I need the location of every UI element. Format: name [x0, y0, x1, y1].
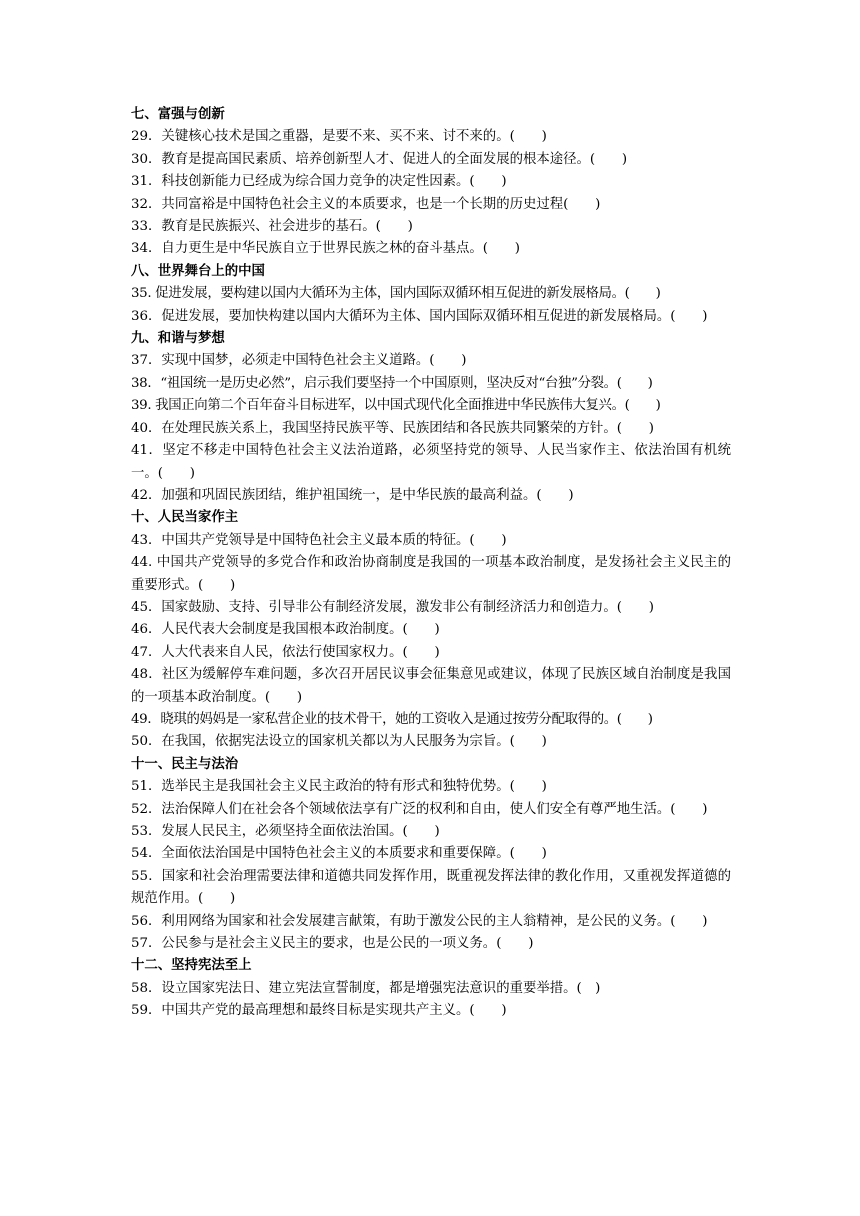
section-heading: 八、世界舞台上的中国 — [131, 263, 265, 279]
question-38: 38．“祖国统一是历史必然”，启示我们要坚持一个中国原则，坚决反对“台独”分裂。( ) — [131, 375, 653, 391]
question-33: 33．教育是民族振兴、社会进步的基石。( ) — [131, 219, 413, 235]
question-46: 46．人民代表大会制度是我国根本政治制度。( ) — [131, 622, 440, 638]
question-37: 37．实现中国梦，必须走中国特色社会主义道路。( ) — [131, 353, 467, 369]
question-36: 36．促进发展，要加快构建以国内大循环为主体、国内国际双循环相互促进的新发展格局。( ) — [131, 308, 708, 324]
question-29: 29．关键核心技术是国之重器，是要不来、买不来、讨不来的。( ) — [131, 129, 547, 145]
question-55: 55．国家和社会治理需要法律和道德共同发挥作用，既重视发挥法律的教化作用，又重视发挥道德的规范作用。( ) — [131, 868, 731, 907]
question-31: 31．科技创新能力已经成为综合国力竞争的决定性因素。( ) — [131, 174, 507, 190]
question-32: 32．共同富裕是中国特色社会主义的本质要求，也是一个长期的历史过程( ) — [131, 196, 601, 212]
question-45: 45．国家鼓励、支持、引导非公有制经济发展，激发非公有制经济活力和创造力。( ) — [131, 599, 654, 615]
question-54: 54．全面依法治国是中国特色社会主义的本质要求和重要保障。( ) — [131, 846, 547, 862]
question-41: 41．坚定不移走中国特色社会主义法治道路，必须坚持党的领导、人民当家作主、依法治国有机统一。( ) — [131, 443, 731, 481]
section-heading: 七、富强与创新 — [131, 107, 225, 122]
question-48: 48．社区为缓解停车难问题，多次召开居民议事会征集意见或建议，体现了民族区域自治制度是我国的一项基本政治制度。( ) — [131, 667, 731, 705]
section-heading: 十二、坚持宪法至上 — [131, 958, 252, 974]
question-59: 59．中国共产党的最高理想和最终目标是实现共产主义。( ) — [131, 1003, 507, 1019]
question-52: 52．法治保障人们在社会各个领域依法享有广泛的权利和自由，使人们安全有尊严地生活。( ) — [131, 801, 708, 817]
question-40: 40．在处理民族关系上，我国坚持民族平等、民族团结和各民族共同繁荣的方针。( ) — [131, 420, 654, 436]
question-47: 47．人大代表来自人民，依法行使国家权力。( ) — [131, 644, 440, 660]
question-49: 49．晓琪的妈妈是一家私营企业的技术骨干，她的工资收入是通过按劳分配取得的。( ) — [131, 711, 653, 727]
question-35: 35. 促进发展，要构建以国内大循环为主体，国内国际双循环相互促进的新发展格局。( ) — [131, 286, 661, 302]
section-heading: 十、人民当家作主 — [131, 510, 239, 526]
question-30: 30．教育是提高国民素质、培养创新型人才、促进人的全面发展的根本途径。( ) — [131, 151, 628, 167]
question-56: 56．利用网络为国家和社会发展建言献策，有助于激发公民的主人翁精神，是公民的义务。( ) — [131, 913, 708, 929]
question-42: 42．加强和巩固民族团结，维护祖国统一，是中华民族的最高利益。( ) — [131, 487, 574, 503]
question-53: 53．发展人民民主，必须坚持全面依法治国。( ) — [131, 824, 440, 839]
question-34: 34．自力更生是中华民族自立于世界民族之林的奋斗基点。( ) — [131, 241, 521, 257]
question-43: 43．中国共产党领导是中国特色社会主义最本质的特征。( ) — [131, 532, 507, 548]
question-51: 51．选举民主是我国社会主义民主政治的特有形式和独特优势。( ) — [131, 779, 547, 795]
question-57: 57．公民参与是社会主义民主的要求，也是公民的一项义务。( ) — [131, 936, 534, 952]
question-44: 44. 中国共产党领导的多党合作和政治协商制度是我国的一项基本政治制度，是发扬社会主义民主的重要形式。( ) — [131, 555, 731, 593]
question-50: 50．在我国，依据宪法设立的国家机关都以为人民服务为宗旨。( ) — [131, 734, 547, 750]
section-heading: 九、和谐与梦想 — [131, 331, 225, 347]
question-39: 39. 我国正向第二个百年奋斗目标进军，以中国式现代化全面推进中华民族伟大复兴。( ) — [131, 398, 661, 414]
document-page — [131, 104, 731, 1023]
section-heading: 十一、民主与法治 — [131, 756, 239, 772]
question-58: 58．设立国家宪法日、建立宪法宣誓制度，都是增强宪法意识的重要举措。( ) — [131, 980, 601, 996]
